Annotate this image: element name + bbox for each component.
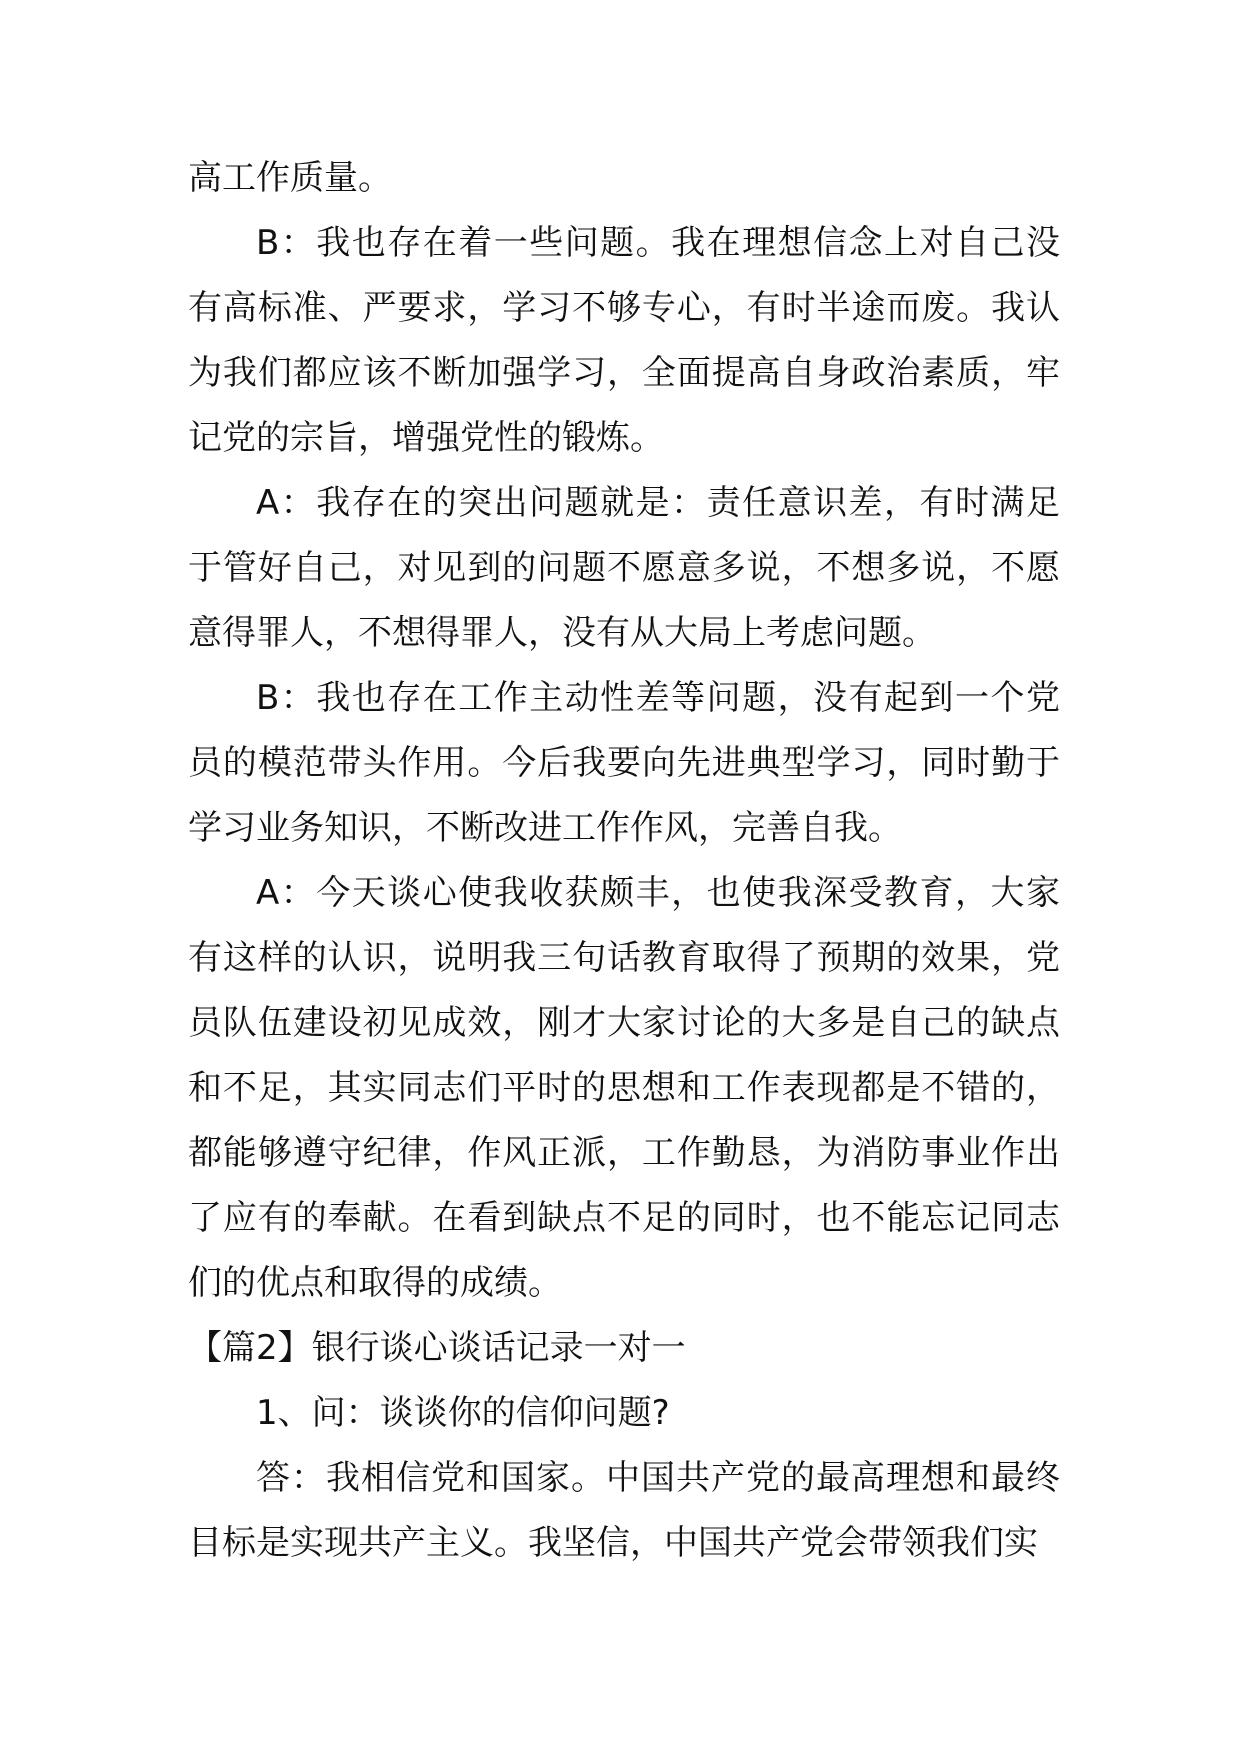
paragraph-continuation: 高工作质量。 — [188, 158, 392, 198]
paragraph-a-summary: A：今天谈心使我收获颇丰，也使我深受教育，大家有这样的认识，说明我三句话教育取得了预期的效果，党员队伍建设初见成效，刚才大家讨论的大多是自己的缺点和不足，其实同志们平时的思想和工作表现都是不错的，都能够遵守纪律，作风正派，工作勤恳，为消防事业作出了应有的奉献。在看到缺点不足的同时，也不能忘记同志们的优点和取得的成绩。 — [188, 873, 1060, 1303]
question-paragraph: 1、问：谈谈你的信仰问题? — [256, 1393, 670, 1433]
paragraph-a-responsibility: A：我存在的突出问题就是：责任意识差，有时满足于管好自己，对见到的问题不愿意多说，不想多说，不愿意得罪人，不想得罪人，没有从大局上考虑问题。 — [188, 483, 1060, 653]
paragraph-b-initiative: B：我也存在工作主动性差等问题，没有起到一个党员的模范带头作用。今后我要向先进典型学习，同时勤于学习业务知识，不断改进工作作风，完善自我。 — [188, 678, 1060, 848]
paragraph-b-ideals: B：我也存在着一些问题。我在理想信念上对自己没有高标准、严要求，学习不够专心，有时半途而废。我认为我们都应该不断加强学习，全面提高自身政治素质，牢记党的宗旨，增强党性的锻炼。 — [188, 223, 1060, 458]
answer-paragraph: 答：我相信党和国家。中国共产党的最高理想和最终目标是实现共产主义。我坚信，中国共产党会带领我们实 — [188, 1458, 1060, 1563]
document-body — [188, 146, 1060, 1576]
section-heading: 【篇2】银行谈心谈话记录一对一 — [188, 1328, 686, 1368]
